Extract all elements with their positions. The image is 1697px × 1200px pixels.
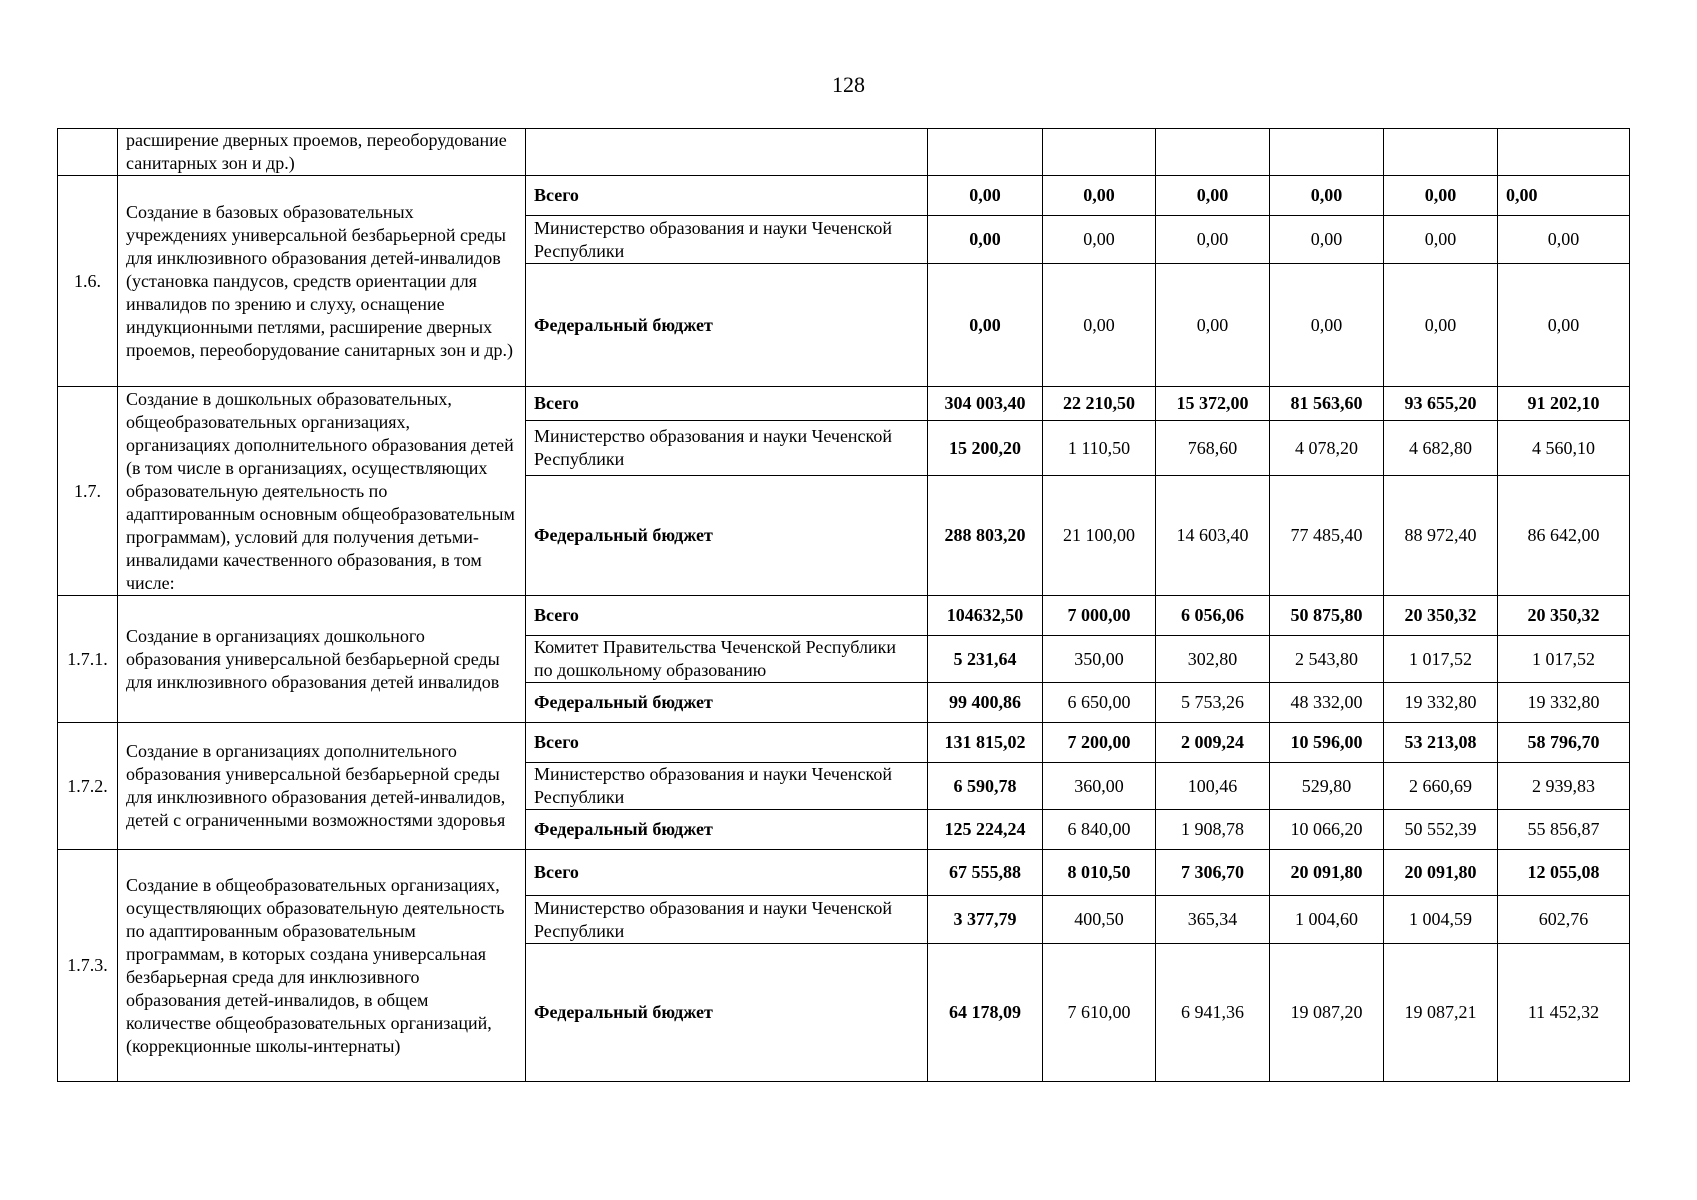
value-cell: 19 332,80 — [1384, 683, 1498, 723]
value-cell: 6 056,06 — [1156, 596, 1270, 636]
row-description: Создание в организациях дополнительного образования универсальной безбарьерной среды для инклюзивного образования детей-инвалидов, детей с ограниченными возможностями здоровья — [118, 723, 526, 850]
value-cell: 0,00 — [1156, 216, 1270, 264]
value-cell: 131 815,02 — [928, 723, 1043, 763]
value-cell: 7 200,00 — [1043, 723, 1156, 763]
funding-source: Министерство образования и науки Чеченской Республики — [526, 216, 928, 264]
value-cell: 7 000,00 — [1043, 596, 1156, 636]
value-cell: 350,00 — [1043, 636, 1156, 683]
value-cell: 100,46 — [1156, 763, 1270, 810]
value-cell: 0,00 — [1498, 176, 1630, 216]
value-cell: 50 875,80 — [1270, 596, 1384, 636]
value-cell: 7 306,70 — [1156, 850, 1270, 896]
table-row — [58, 596, 1630, 636]
value-cell: 15 372,00 — [1156, 387, 1270, 421]
value-cell: 6 590,78 — [928, 763, 1043, 810]
value-cell: 125 224,24 — [928, 810, 1043, 850]
value-cell: 0,00 — [1043, 264, 1156, 387]
value-cell: 0,00 — [1270, 216, 1384, 264]
value-cell: 0,00 — [1043, 176, 1156, 216]
table-row — [58, 850, 1630, 896]
value-cell: 1 110,50 — [1043, 421, 1156, 476]
value-cell: 19 332,80 — [1498, 683, 1630, 723]
value-cell: 768,60 — [1156, 421, 1270, 476]
value-cell: 48 332,00 — [1270, 683, 1384, 723]
funding-source: Федеральный бюджет — [526, 683, 928, 723]
value-cell: 81 563,60 — [1270, 387, 1384, 421]
funding-source: Всего — [526, 176, 928, 216]
value-cell: 64 178,09 — [928, 944, 1043, 1082]
value-cell: 4 078,20 — [1270, 421, 1384, 476]
table-row — [58, 176, 1630, 216]
value-cell: 0,00 — [1043, 216, 1156, 264]
value-cell: 20 350,32 — [1384, 596, 1498, 636]
value-cell: 0,00 — [1384, 216, 1498, 264]
value-cell: 288 803,20 — [928, 476, 1043, 596]
funding-source: Федеральный бюджет — [526, 264, 928, 387]
row-description: Создание в организациях дошкольного образования универсальной безбарьерной среды для инклюзивного образования детей инвалидов — [118, 596, 526, 723]
row-number: 1.7. — [58, 387, 118, 596]
value-cell: 5 753,26 — [1156, 683, 1270, 723]
value-cell: 0,00 — [1270, 176, 1384, 216]
value-cell: 7 610,00 — [1043, 944, 1156, 1082]
funding-source: Министерство образования и науки Чеченской Республики — [526, 896, 928, 944]
value-cell: 10 066,20 — [1270, 810, 1384, 850]
row-number: 1.7.2. — [58, 723, 118, 850]
value-cell: 0,00 — [1156, 176, 1270, 216]
value-cell: 12 055,08 — [1498, 850, 1630, 896]
value-cell: 4 560,10 — [1498, 421, 1630, 476]
funding-source: Федеральный бюджет — [526, 476, 928, 596]
value-cell: 53 213,08 — [1384, 723, 1498, 763]
row-description: Создание в общеобразовательных организациях, осуществляющих образовательную деятельность по адаптированным образовательным программам, в которых создана универсальная безбарьерная среда для инклюзивного образования детей-инвалидов, в общем количестве общеобразовательных организаций, (коррекционные школы-интернаты) — [118, 850, 526, 1082]
value-cell: 0,00 — [1384, 176, 1498, 216]
row-description: Создание в дошкольных образовательных, общеобразовательных организациях, организациях дополнительного образования детей (в том числе в организациях, осуществляющих образовательную деятельность по адаптированным основным общеобразовательным программам), условий для получения детьми-инвалидами качественного образования, в том числе: — [118, 387, 526, 596]
funding-source: Всего — [526, 850, 928, 896]
value-cell: 1 017,52 — [1384, 636, 1498, 683]
value-cell: 67 555,88 — [928, 850, 1043, 896]
value-cell: 55 856,87 — [1498, 810, 1630, 850]
value-cell: 0,00 — [1498, 216, 1630, 264]
value-cell: 93 655,20 — [1384, 387, 1498, 421]
value-cell: 2 543,80 — [1270, 636, 1384, 683]
value-cell: 6 650,00 — [1043, 683, 1156, 723]
value-cell: 2 009,24 — [1156, 723, 1270, 763]
value-cell: 20 091,80 — [1384, 850, 1498, 896]
row-description: расширение дверных проемов, переоборудование санитарных зон и др.) — [118, 129, 526, 176]
value-cell: 2 939,83 — [1498, 763, 1630, 810]
value-cell: 3 377,79 — [928, 896, 1043, 944]
value-cell: 6 840,00 — [1043, 810, 1156, 850]
funding-source: Всего — [526, 596, 928, 636]
funding-source: Министерство образования и науки Чеченской Республики — [526, 421, 928, 476]
value-cell: 0,00 — [928, 264, 1043, 387]
value-cell: 4 682,80 — [1384, 421, 1498, 476]
value-cell: 8 010,50 — [1043, 850, 1156, 896]
value-cell: 1 004,60 — [1270, 896, 1384, 944]
funding-source: Всего — [526, 387, 928, 421]
table-row — [58, 723, 1630, 763]
budget-table — [57, 128, 1630, 1082]
value-cell: 58 796,70 — [1498, 723, 1630, 763]
row-description: Создание в базовых образовательных учреждениях универсальной безбарьерной среды для инклюзивного образования детей-инвалидов (установка пандусов, средств ориентации для инвалидов по зрению и слуху, оснащение индукционными петлями, расширение дверных проемов, переоборудование санитарных зон и др.) — [118, 176, 526, 387]
value-cell: 14 603,40 — [1156, 476, 1270, 596]
value-cell: 10 596,00 — [1270, 723, 1384, 763]
funding-source: Всего — [526, 723, 928, 763]
value-cell: 400,50 — [1043, 896, 1156, 944]
row-number — [58, 129, 118, 176]
value-cell: 86 642,00 — [1498, 476, 1630, 596]
value-cell: 0,00 — [928, 216, 1043, 264]
value-cell: 99 400,86 — [928, 683, 1043, 723]
value-cell: 302,80 — [1156, 636, 1270, 683]
funding-source: Федеральный бюджет — [526, 944, 928, 1082]
value-cell: 6 941,36 — [1156, 944, 1270, 1082]
row-number: 1.6. — [58, 176, 118, 387]
table-row — [58, 129, 1630, 176]
value-cell: 22 210,50 — [1043, 387, 1156, 421]
value-cell: 104632,50 — [928, 596, 1043, 636]
value-cell: 88 972,40 — [1384, 476, 1498, 596]
row-number: 1.7.3. — [58, 850, 118, 1082]
funding-source: Комитет Правительства Чеченской Республики по дошкольному образованию — [526, 636, 928, 683]
table-row — [58, 387, 1630, 421]
value-cell: 0,00 — [928, 176, 1043, 216]
value-cell: 21 100,00 — [1043, 476, 1156, 596]
value-cell: 304 003,40 — [928, 387, 1043, 421]
value-cell: 0,00 — [1270, 264, 1384, 387]
value-cell: 19 087,20 — [1270, 944, 1384, 1082]
value-cell: 360,00 — [1043, 763, 1156, 810]
value-cell: 365,34 — [1156, 896, 1270, 944]
value-cell: 1 017,52 — [1498, 636, 1630, 683]
value-cell: 602,76 — [1498, 896, 1630, 944]
value-cell: 0,00 — [1156, 264, 1270, 387]
value-cell: 529,80 — [1270, 763, 1384, 810]
funding-source: Федеральный бюджет — [526, 810, 928, 850]
value-cell: 1 908,78 — [1156, 810, 1270, 850]
row-number: 1.7.1. — [58, 596, 118, 723]
value-cell: 11 452,32 — [1498, 944, 1630, 1082]
value-cell: 19 087,21 — [1384, 944, 1498, 1082]
page-number: 128 — [832, 72, 865, 97]
value-cell: 15 200,20 — [928, 421, 1043, 476]
value-cell: 2 660,69 — [1384, 763, 1498, 810]
value-cell: 0,00 — [1384, 264, 1498, 387]
value-cell: 50 552,39 — [1384, 810, 1498, 850]
value-cell: 20 091,80 — [1270, 850, 1384, 896]
funding-source: Министерство образования и науки Чеченской Республики — [526, 763, 928, 810]
value-cell: 5 231,64 — [928, 636, 1043, 683]
value-cell: 77 485,40 — [1270, 476, 1384, 596]
value-cell: 0,00 — [1498, 264, 1630, 387]
value-cell: 20 350,32 — [1498, 596, 1630, 636]
value-cell: 91 202,10 — [1498, 387, 1630, 421]
value-cell: 1 004,59 — [1384, 896, 1498, 944]
